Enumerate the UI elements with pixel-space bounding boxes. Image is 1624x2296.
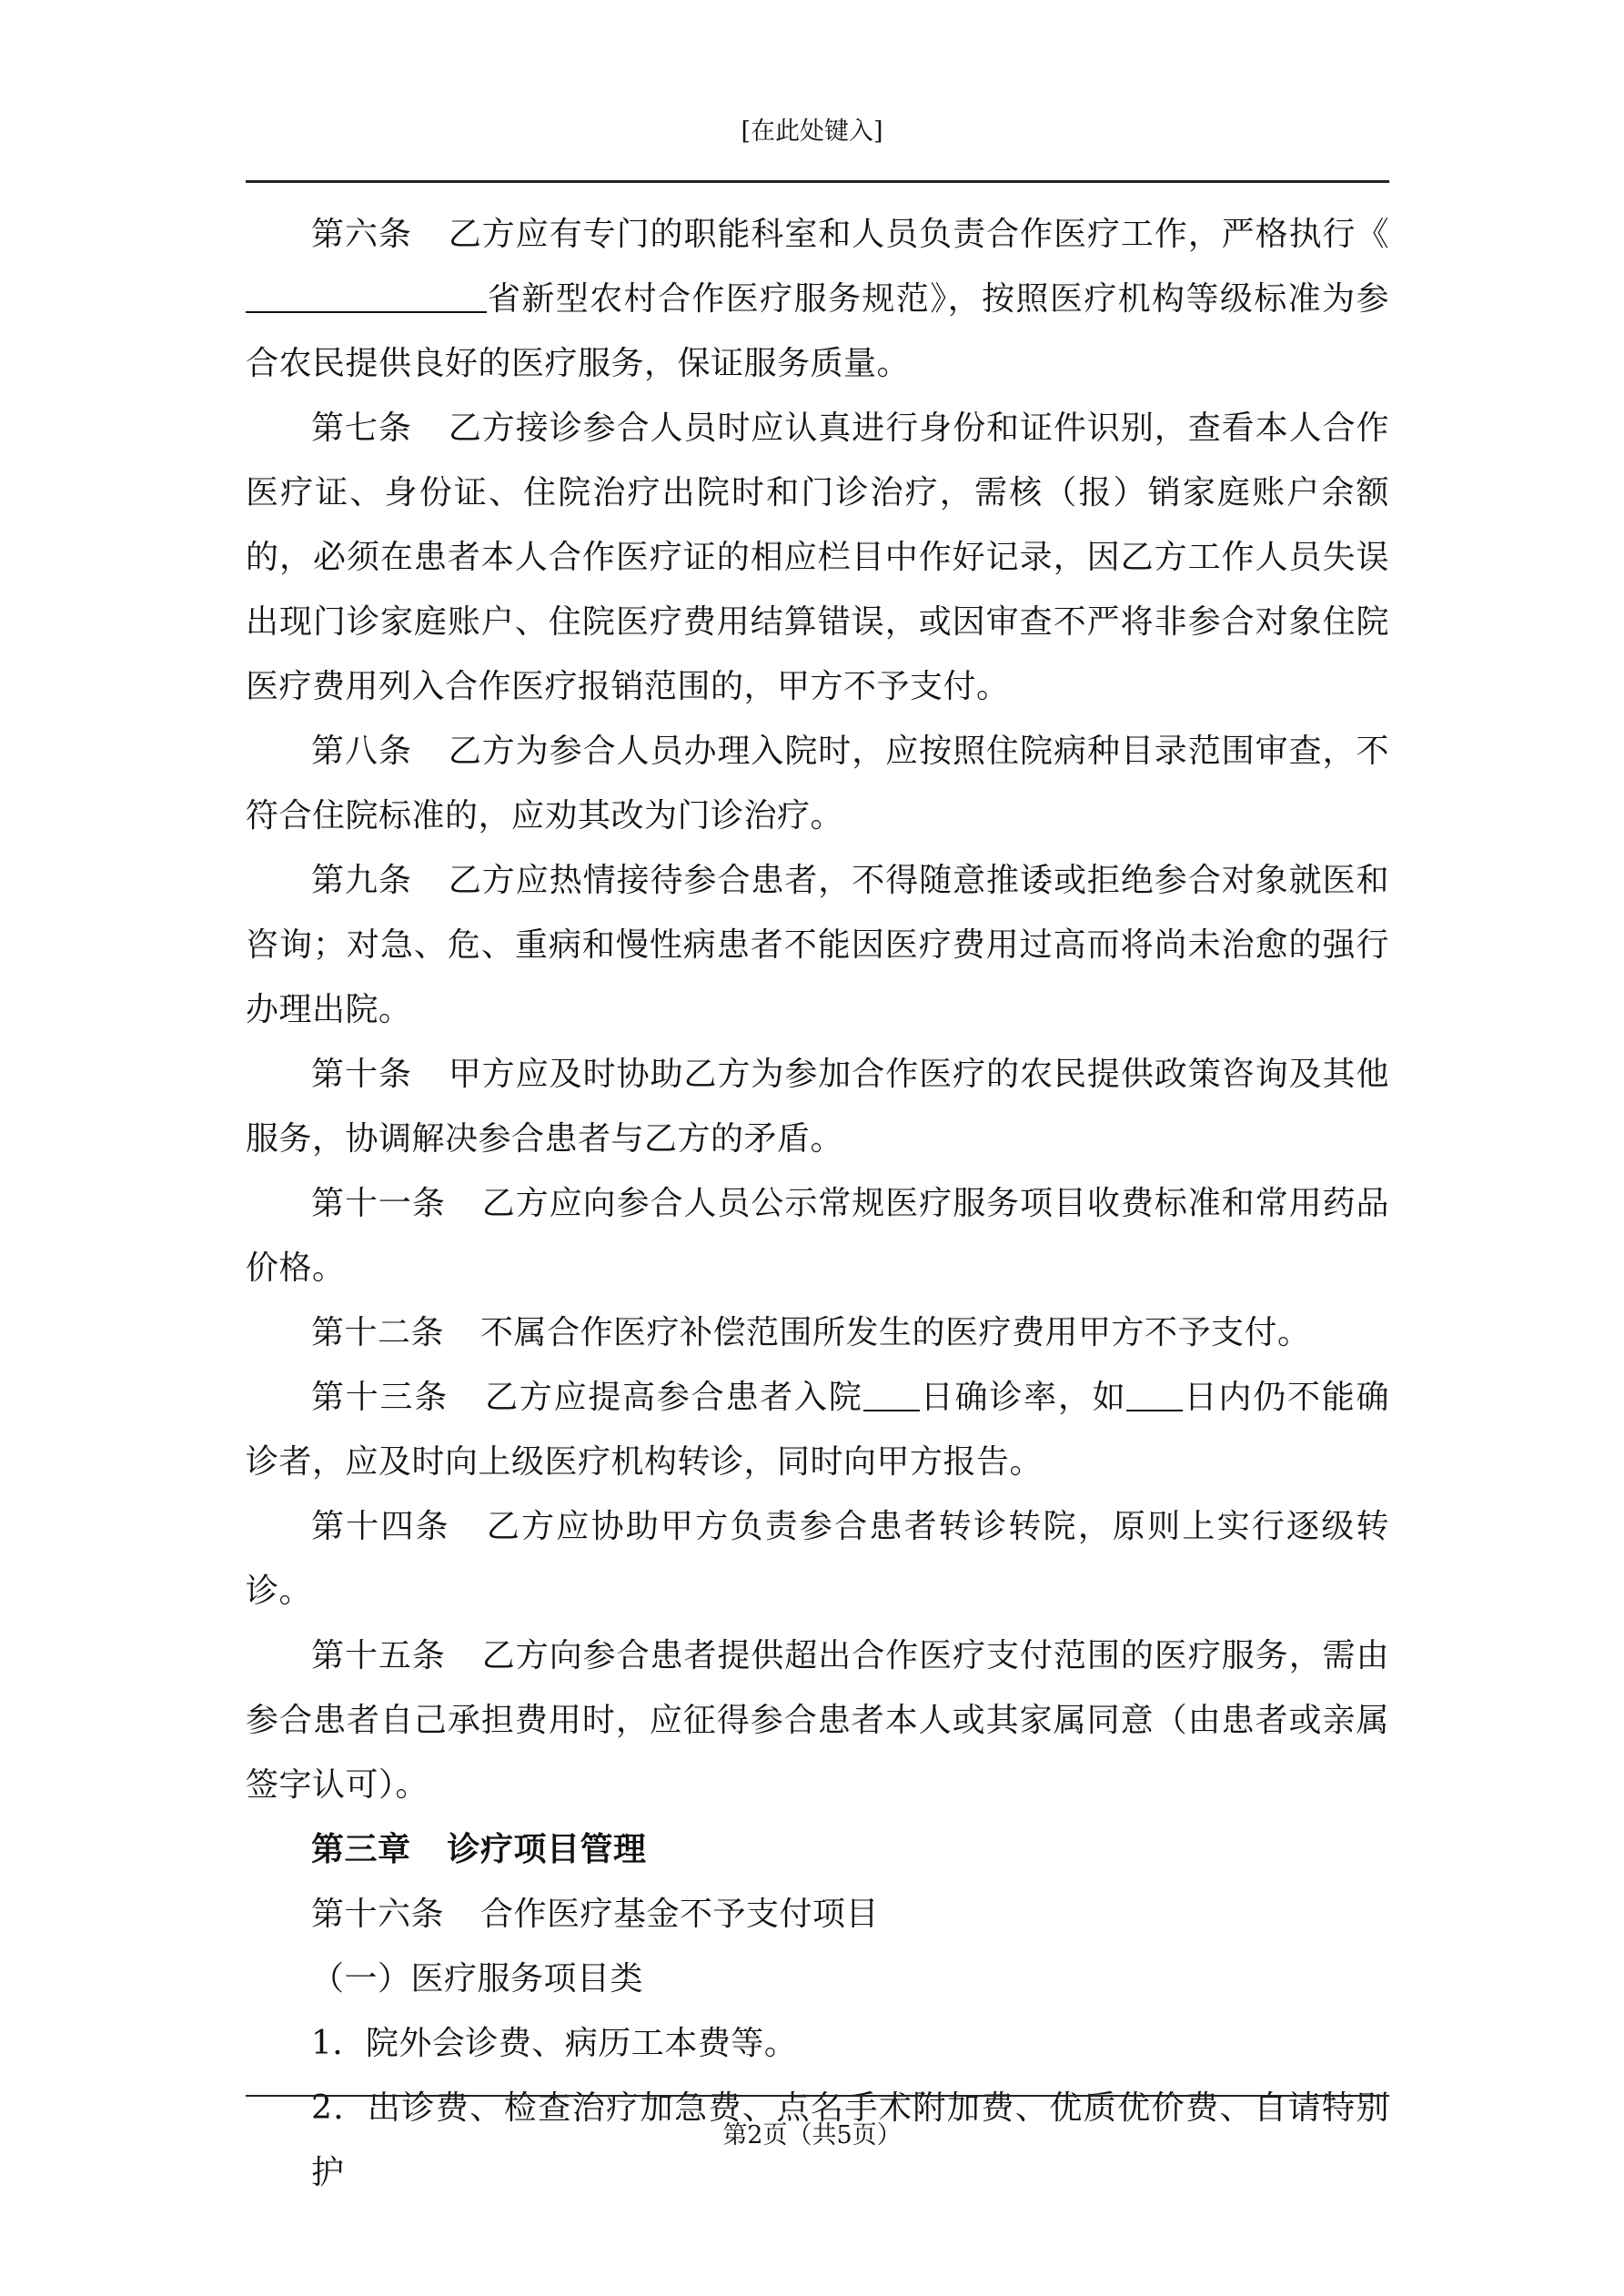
article-11-heading: 第十一条 (311, 1185, 446, 1222)
article-6-heading: 第六条 (311, 216, 412, 253)
article-15-text: 乙方向参合患者提供超出合作医疗支付范围的医疗服务，需由参合患者自己承担费用时，应征得参合患者本人或其家属同意（由患者或亲属签字认可）。 (246, 1637, 1389, 1804)
article-14-text: 乙方应协助甲方负责参合患者转诊转院，原则上实行逐级转诊。 (246, 1508, 1389, 1610)
article-7-text: 乙方接诊参合人员时应认真进行身份和证件识别，查看本人合作医疗证、身份证、住院治疗出院时和门诊治疗，需核（报）销家庭账户余额的，必须在患者本人合作医疗证的相应栏目中作好记录，因乙方工作人员失误出现门诊家庭账户、住院医疗费用结算错误，或因审查不严将非参合对象住院医疗费用列入合作医疗报销范围的，甲方不予支付。 (246, 410, 1389, 705)
article-11 (246, 1171, 1389, 1300)
article-15 (246, 1623, 1389, 1817)
article-8-heading: 第八条 (311, 733, 412, 770)
article-9-heading: 第九条 (311, 862, 412, 899)
header-rule (246, 180, 1389, 183)
days-blank-1 (863, 1377, 920, 1411)
article-6 (246, 202, 1389, 396)
article-13-text-a: 乙方应提高参合患者入院 (485, 1379, 863, 1416)
article-13-text-c: 日内仍不能确诊者，应及时向上级医疗机构转诊，同时向甲方报告。 (246, 1379, 1389, 1481)
article-15-heading: 第十五条 (311, 1637, 446, 1674)
list-item-2: 2．出诊费、检查治疗加急费、点名手术附加费、优质优价费、自请特别护 (311, 2089, 1389, 2191)
article-9-text: 乙方应热情接待参合患者，不得随意推诿或拒绝参合对象就医和咨询；对急、危、重病和慢性病患者不能因医疗费用过高而将尚未治愈的强行办理出院。 (246, 862, 1389, 1028)
province-blank (246, 278, 487, 313)
article-16-text: 合作医疗基金不予支付项目 (480, 1896, 880, 1933)
chapter-3-number: 第三章 (311, 1831, 411, 1868)
article-13-text-b: 日确诊率，如 (919, 1379, 1127, 1416)
article-12 (246, 1300, 1389, 1365)
footer-rule (246, 2095, 1389, 2097)
document-body (246, 202, 1389, 2205)
article-10-heading: 第十条 (311, 1056, 412, 1093)
days-blank-2 (1126, 1377, 1183, 1411)
article-10 (246, 1042, 1389, 1171)
article-6-text-b: 省新型农村合作医疗服务规范》，按照医疗机构等级标准为参合农民提供良好的医疗服务，保证服务质量。 (246, 280, 1389, 382)
article-9 (246, 848, 1389, 1042)
article-7-heading: 第七条 (311, 410, 412, 447)
list-item-1: 1．院外会诊费、病历工本费等。 (311, 2025, 798, 2062)
article-8 (246, 719, 1389, 848)
article-14 (246, 1494, 1389, 1623)
subsection-1: （一）医疗服务项目类 (311, 1960, 644, 1998)
article-13-heading: 第十三条 (311, 1379, 449, 1416)
article-14-heading: 第十四条 (311, 1508, 450, 1545)
article-11-text: 乙方应向参合人员公示常规医疗服务项目收费标准和常用药品价格。 (246, 1185, 1389, 1287)
page-header: [在此处键入] (741, 117, 883, 146)
chapter-3-heading (246, 1817, 1389, 1882)
chapter-3-title: 诊疗项目管理 (447, 1831, 647, 1868)
article-13 (246, 1365, 1389, 1494)
article-12-text: 不属合作医疗补偿范围所发生的医疗费用甲方不予支付。 (480, 1314, 1311, 1351)
article-16-heading: 第十六条 (311, 1896, 445, 1933)
article-12-heading: 第十二条 (311, 1314, 445, 1351)
page-footer: 第2页（共5页） (722, 2121, 902, 2149)
article-10-text: 甲方应及时协助乙方为参加合作医疗的农民提供政策咨询及其他服务，协调解决参合患者与乙方的矛盾。 (246, 1056, 1389, 1158)
article-7 (246, 396, 1389, 719)
article-8-text: 乙方为参合人员办理入院时，应按照住院病种目录范围审查，不符合住院标准的，应劝其改为门诊治疗。 (246, 733, 1389, 834)
article-6-text-a: 乙方应有专门的职能科室和人员负责合作医疗工作，严格执行《 (448, 216, 1389, 253)
article-16 (246, 1882, 1389, 1947)
